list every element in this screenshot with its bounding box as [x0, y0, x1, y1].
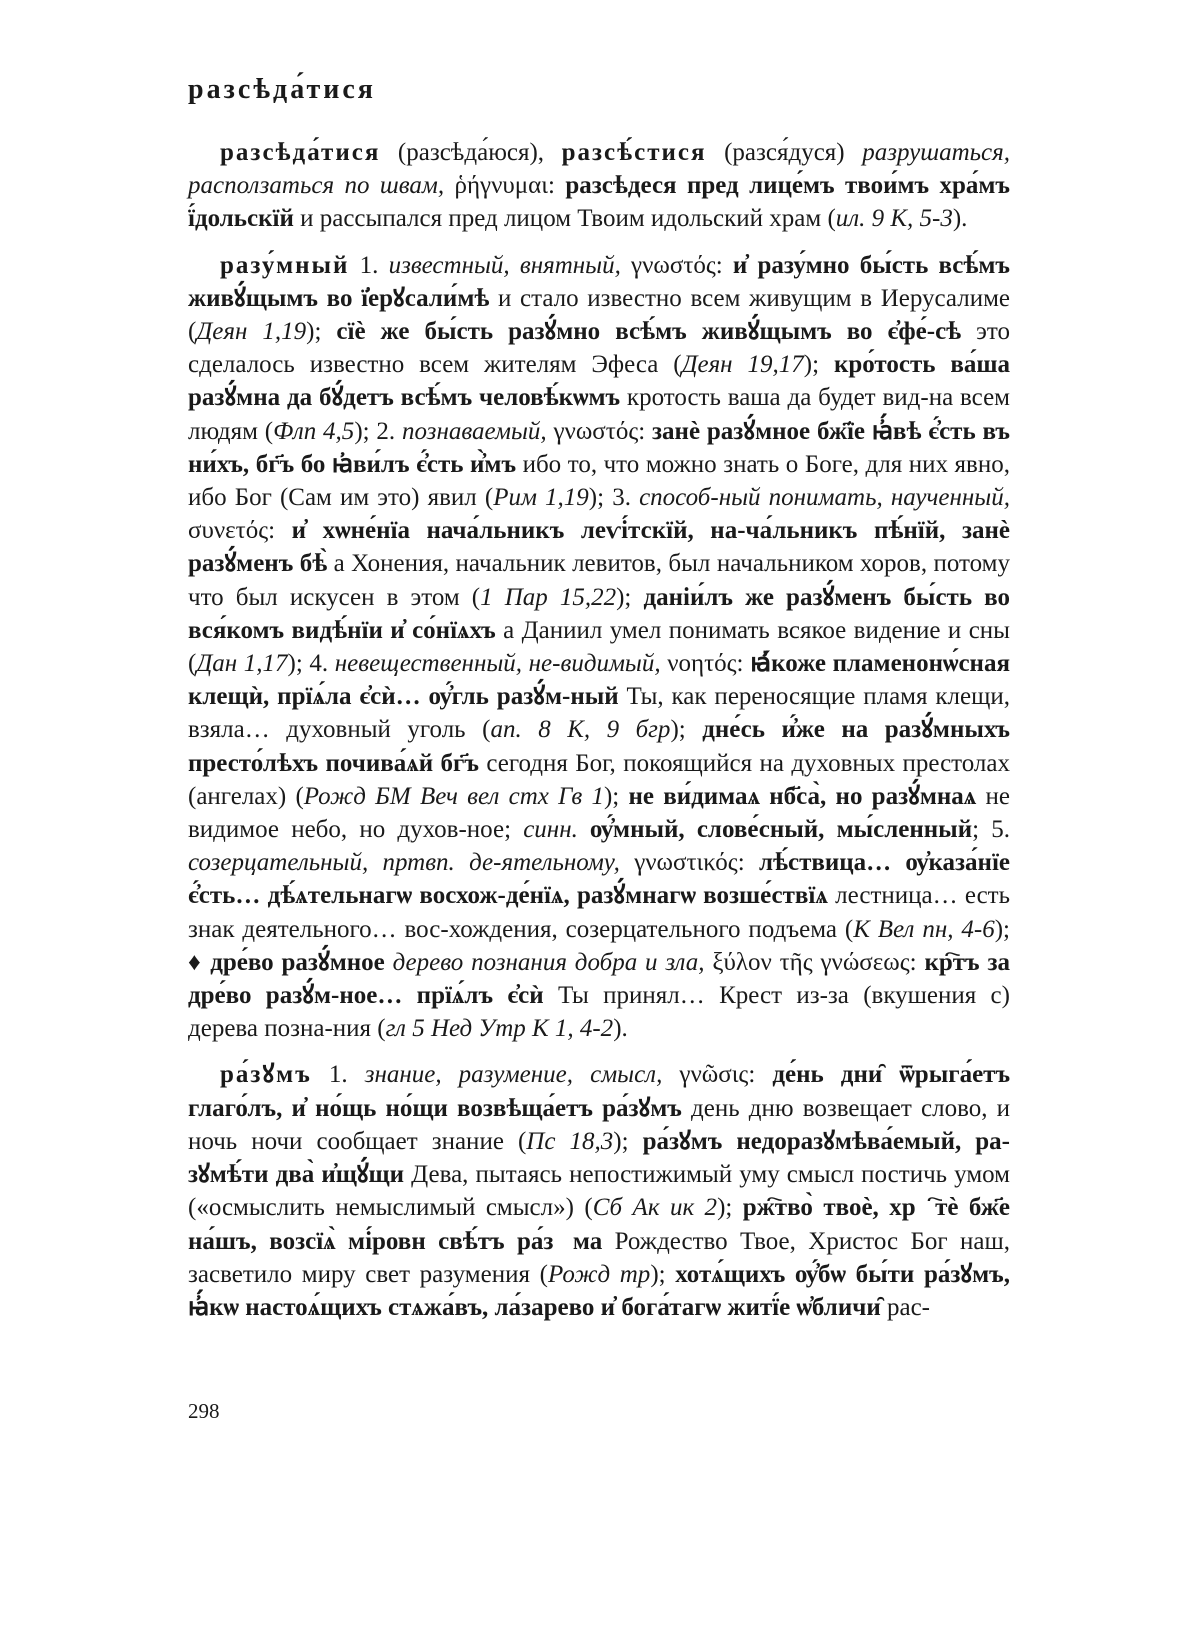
text-run: не видимое небо, но духов-ное; [188, 782, 1010, 844]
greek-term: γνωστός [631, 251, 716, 279]
church-slavonic-run: даніи́лъ же разꙋ́менъ бы́сть во вся́комъ видѣ́нїи и҆ со́нїѧхъ [188, 583, 1010, 644]
text-run: лестница… есть знак деятельного… вос-хождения, созерцательного подъема ( [188, 882, 1010, 943]
italic-run: синн. [523, 816, 591, 844]
greek-term: ξύλον τῆς γνώσεως [712, 948, 910, 976]
italic-run: познаваемый, [402, 417, 554, 445]
church-slavonic-run: ра́зꙋмъ недоразꙋмѣва́емый, ра-зꙋмѣ́ти два̀ и҆щꙋ́щи [188, 1127, 1010, 1189]
text-run: (разсѣда́юся), [380, 139, 562, 166]
italic-run: Сб Ак ик 2 [592, 1194, 718, 1222]
text-run: ; 5. [972, 816, 1010, 844]
text-run: : [548, 172, 566, 200]
church-slavonic-run: и҆ разу́мно бы́сть всѣ́мъ живꙋ́щымъ во ї҆ерꙋсали́мѣ [188, 251, 1010, 312]
text-run: ); [603, 782, 629, 810]
text-run: (разся́дуся) [706, 139, 863, 166]
text-run: ); 2. [354, 417, 403, 445]
text-run: Ты, как переносящие пламя клещи, взяла… духовный уголь ( [188, 683, 1010, 744]
running-head: разсѣда́тися [188, 74, 376, 105]
text-run: Ты принял… Крест из-за (вкушения с) дерева позна-ния ( [188, 982, 1010, 1043]
dictionary-page [188, 70, 1010, 1337]
italic-run: разрушаться, расползаться по швам, [188, 139, 1010, 200]
text-run: : [748, 1061, 773, 1089]
text-run: и рассыпался пред лицом Твоим идольский храм ( [293, 205, 836, 233]
greek-term: ῥήγνυμαι [454, 172, 549, 200]
greek-term: νοητός [667, 650, 737, 678]
text-run: ); [650, 1260, 676, 1288]
headword: разу́мный [220, 251, 350, 279]
church-slavonic-run: де́нь дни̑ ѿрыга́етъ глаго́лъ, и҆ но́щь но́щи возвѣща́етъ ра́зꙋмъ [188, 1061, 1011, 1122]
greek-term: συνετός [188, 517, 269, 545]
text-run: ); 4. [287, 650, 335, 678]
text-run: кротость ваша да будет вид-на всем людям ( [188, 384, 1010, 445]
dictionary-entry [188, 1058, 1010, 1324]
text-run: ). [952, 205, 968, 233]
text-run: : [715, 251, 733, 279]
text-run: ); ♦ [188, 915, 1010, 976]
italic-run: Дан 1,17 [196, 650, 288, 678]
text-run [385, 949, 393, 976]
church-slavonic-run: кр҇тъ за дре́во разꙋ́м-ное… прїѧ́лъ є҆сѝ [188, 948, 1010, 1010]
text-run: ). [613, 1015, 628, 1043]
text-run: 1. [311, 1061, 365, 1089]
text-run: сегодня Бог, покоящийся на духовных престолах (ангелах) ( [188, 749, 1011, 810]
headword: разсѣда́тися [220, 139, 381, 166]
text-run: : [736, 650, 751, 678]
entries [188, 136, 1010, 1324]
italic-run: ап. 8 К, 9 бгр [490, 716, 671, 744]
italic-run: знание, разумение, смысл, [364, 1061, 680, 1089]
text-run: день дню возвещает слово, и ночь ночи сообщает знание ( [188, 1094, 1010, 1155]
text-run: а Даниил умел понимать всякое видение и сны ( [188, 616, 1010, 678]
text-run: ); [803, 351, 834, 379]
text-run: ); [613, 1127, 643, 1155]
text-run: ); [717, 1194, 743, 1222]
italic-run: дерево познания добра и зла, [392, 948, 713, 976]
greek-term: γνωστός [553, 417, 639, 445]
text-run: ); [306, 318, 337, 346]
italic-run: 1 Пар 15,22 [480, 583, 617, 611]
text-run: : [737, 849, 759, 877]
church-slavonic-run: рж҇тво̀ твоѐ, хрⷭ҇тѐ бж҃е на́шъ, возсїѧ̀ мі́ровн свѣ́тъ ра́зꙋма [188, 1194, 1010, 1255]
headword: ра́зꙋмъ [220, 1061, 312, 1089]
text-run: это сделалось известно всем жителям Эфеса ( [188, 318, 1011, 379]
italic-run: Рим 1,19 [493, 484, 589, 512]
italic-run: гл 5 Нед Утр К 1, 4-2 [385, 1015, 614, 1043]
text-run: рас- [880, 1293, 931, 1321]
church-slavonic-run: хотѧ́щихъ ѹ҆́бѡ бы́ти ра́зꙋмъ, ꙗ҆́кѡ настоѧ́щихъ стѧжа́въ, ла́зарево и҆ бога́тагѡ житї́е ѡ҆бличи̑ [188, 1260, 1010, 1321]
italic-run: Деян 19,17 [681, 351, 804, 379]
italic-run: известный, внятный, [388, 251, 632, 279]
italic-run: Рожд тр [547, 1260, 651, 1288]
text-run: : [268, 517, 292, 545]
page-number: 298 [188, 1399, 220, 1423]
text-run: ибо то, что можно знать о Боге, для них явно, ибо Бог (Сам им это) явил ( [188, 450, 1010, 512]
text-run: ); [616, 583, 644, 611]
text-run: Рождество Твое, Христос Бог наш, засветило миру свет разумения ( [188, 1227, 1011, 1288]
text-run: : [638, 417, 653, 445]
church-slavonic-run: дне́сь и҆́же на разꙋ́мныхъ престо́лѣхъ почива́ѧй бг҃ъ [188, 716, 1010, 777]
italic-run: невещественный, не-видимый, [334, 650, 668, 678]
text-run: 1. [349, 251, 389, 279]
italic-run: Пс 18,3 [526, 1127, 614, 1155]
dictionary-entry [188, 136, 1010, 236]
church-slavonic-run: не ви́димаѧ нб҃са̀, но разꙋ́мнаѧ [628, 782, 977, 810]
church-slavonic-run: ѹ҆́мный, слове́сный, мы́сленный [590, 816, 973, 844]
text-run: а Хонения, начальник левитов, был начальником хоров, потому что был искусен в этом ( [188, 550, 1010, 611]
italic-run: ил. 9 К, 5-3 [835, 205, 953, 233]
dictionary-entry [188, 249, 1010, 1046]
greek-term: γνωστικός [634, 849, 738, 877]
church-slavonic-run: ꙗ҆́коже пламенонѡ́сная клещѝ, прїѧ́ла є҆сѝ… ѹ҆́гль разꙋ́м-ный [188, 650, 1010, 711]
church-slavonic-run: кро́тость ва́ша разꙋ́мна да бꙋ́детъ всѣ́мъ человѣ́кѡмъ [188, 351, 1010, 412]
church-slavonic-run: сїѐ же бы́сть разꙋ́мно всѣ́мъ живꙋ́щымъ во є҆фе́-сѣ [336, 318, 962, 346]
text-run: : [909, 948, 925, 976]
church-slavonic-run: разсѣдеся пред лице́мъ твои́мъ хра́мъ ї́дольскїй [188, 172, 1010, 233]
italic-run: Деян 1,19 [196, 318, 307, 346]
church-slavonic-run: занѐ разꙋ́мное бж҃їе ꙗ҆́вѣ є҆́сть въ ни́хъ, бг҃ъ бо ꙗ҆ви́лъ є҆́сть и҆̀мъ [188, 417, 1010, 478]
italic-run: Рожд БМ Веч вел стх Гв 1 [303, 782, 604, 810]
church-slavonic-run: и҆ хѡне́нїа нача́льникъ леѵі́тскїй, на-ча́льникъ пѣ́нїй, занѐ разꙋ́менъ бѣ̀ [188, 517, 1010, 578]
text-run: ); [670, 716, 703, 744]
text-run: ); 3. [588, 484, 640, 512]
italic-run: способ-ный понимать, наученный, [639, 484, 1010, 512]
text-run: Дева, пытаясь непостижимый уму смысл постичь умом («осмыслить немыслимый смысл») ( [188, 1161, 1010, 1222]
italic-run: созерцательный, пртвп. де-ятельному, [188, 849, 635, 877]
text-run: и стало известно всем живущим в Иерусалиме ( [188, 284, 1011, 346]
greek-term: γνῶσις [679, 1061, 749, 1089]
church-slavonic-run: лѣ́ствица… ѹ҆каза́нїе є҆́сть… дѣ́ѧтельнагѡ восхож-де́нїѧ, разꙋ́мнагѡ возше́ствїѧ [188, 849, 1010, 910]
italic-run: Флп 4,5 [273, 417, 355, 445]
headword: разсѣ́стися [561, 139, 707, 166]
church-slavonic-run: дре́во разꙋ́мное [210, 948, 385, 976]
italic-run: К Вел пн, 4-6 [853, 915, 995, 943]
